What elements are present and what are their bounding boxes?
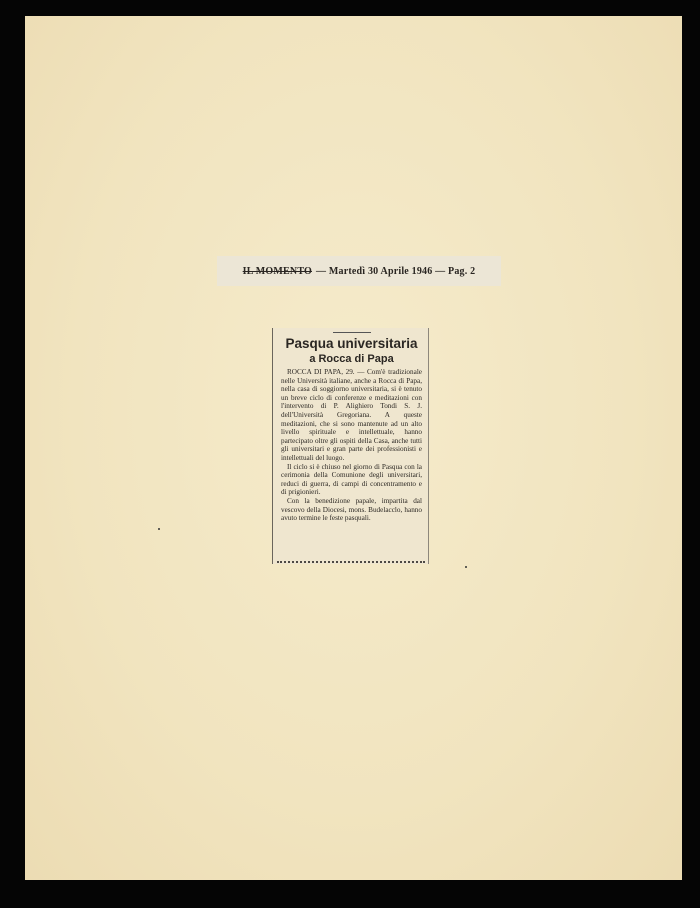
article-paragraph-2: Il ciclo si è chiuso nel giorno di Pasqua con la cerimonia della Comunione degli universitari, reduci di guerra, di campi di concentramento e di prigionieri. — [281, 462, 422, 497]
article-paragraph-1: ROCCA DI PAPA, 29. — Com'è tradizionale nelle Università italiane, anche a Rocca di Papa, nella casa di soggiorno universitaria, si è tenuto un breve ciclo di conferenze e meditazioni con l'intervento di P. Alighiero Tondi S. J. dell'Università Gregoriana. A queste meditazioni, che si sono mantenute ad un alto livello spirituale e intellettuale, hanno partecipato oltre gli ospiti della Casa, anche tutti gli universitari e gran parte dei professionisti e intellettuali del luogo. — [281, 368, 422, 462]
article-subheadline: a Rocca di Papa — [309, 353, 394, 365]
article-paragraph-3: Con la benedizione papale, impartita dal vescovo della Diocesi, mons. Budelacclo, hanno avuto termine le feste pasquali. — [281, 496, 422, 523]
paper-sheet — [25, 16, 682, 880]
article-headline: Pasqua universitaria — [285, 336, 418, 351]
paper-speck — [465, 566, 467, 568]
issue-date-line: — Martedì 30 Aprile 1946 — Pag. 2 — [315, 265, 476, 277]
newspaper-name: IL MOMENTO — [242, 265, 312, 277]
newspaper-masthead-clipping — [217, 256, 501, 286]
article-clipping — [272, 328, 429, 564]
top-rule — [333, 332, 371, 333]
paper-speck — [158, 528, 160, 530]
bottom-dotted-rule — [277, 561, 425, 563]
